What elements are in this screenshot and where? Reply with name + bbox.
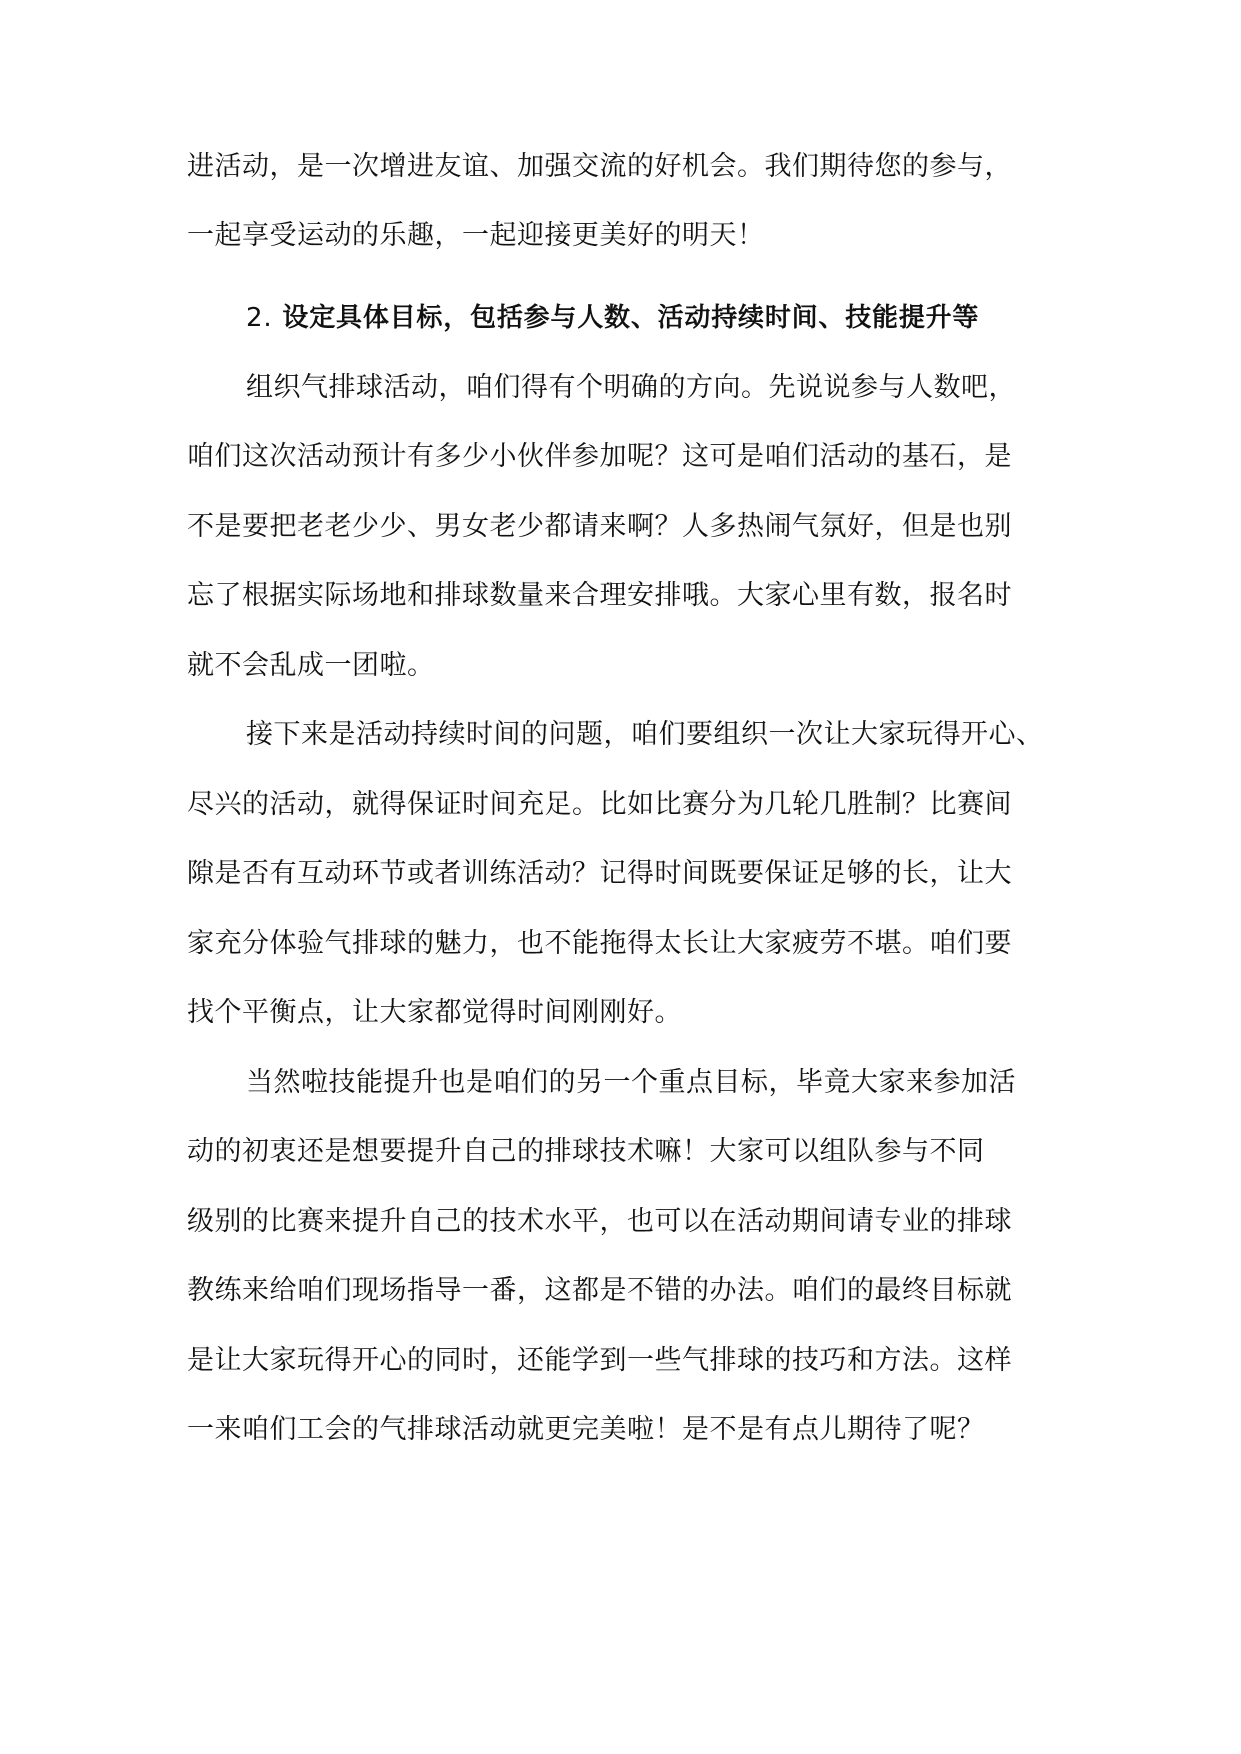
paragraph-2-line-3: 隙是否有互动环节或者训练活动？记得时间既要保证足够的长，让大 [187, 858, 1012, 889]
intro-line-1: 进活动，是一次增进友谊、加强交流的好机会。我们期待您的参与， [187, 151, 1012, 182]
paragraph-1-line-5: 就不会乱成一团啦。 [187, 650, 435, 681]
paragraph-1-line-4: 忘了根据实际场地和排球数量来合理安排哦。大家心里有数，报名时 [187, 580, 1012, 611]
paragraph-3-line-1: 当然啦技能提升也是咱们的另一个重点目标，毕竟大家来参加活 [246, 1067, 1016, 1098]
paragraph-3-line-5: 是让大家玩得开心的同时，还能学到一些气排球的技巧和方法。这样 [187, 1345, 1012, 1376]
paragraph-1-line-2: 咱们这次活动预计有多少小伙伴参加呢？这可是咱们活动的基石，是 [187, 441, 1012, 472]
paragraph-3-line-2: 动的初衷还是想要提升自己的排球技术嘛！大家可以组队参与不同 [187, 1136, 985, 1167]
section-heading [246, 298, 1126, 338]
paragraph-2-line-4: 家充分体验气排球的魅力，也不能拖得太长让大家疲劳不堪。咱们要 [187, 928, 1012, 959]
paragraph-2-line-2: 尽兴的活动，就得保证时间充足。比如比赛分为几轮几胜制？比赛间 [187, 789, 1012, 820]
paragraph-3-line-4: 教练来给咱们现场指导一番，这都是不错的办法。咱们的最终目标就 [187, 1275, 1012, 1306]
section-number: 2. [246, 303, 273, 333]
paragraph-2-line-1: 接下来是活动持续时间的问题，咱们要组织一次让大家玩得开心、 [246, 719, 1044, 750]
paragraph-1-line-3: 不是要把老老少少、男女老少都请来啊？人多热闹气氛好，但是也别 [187, 511, 1012, 542]
paragraph-3-line-6: 一来咱们工会的气排球活动就更完美啦！是不是有点儿期待了呢？ [187, 1414, 985, 1445]
intro-line-2: 一起享受运动的乐趣，一起迎接更美好的明天！ [187, 220, 765, 251]
paragraph-3-line-3: 级别的比赛来提升自己的技术水平，也可以在活动期间请专业的排球 [187, 1206, 1012, 1237]
paragraph-1-line-1: 组织气排球活动，咱们得有个明确的方向。先说说参与人数吧， [246, 372, 1016, 403]
section-title: 设定具体目标，包括参与人数、活动持续时间、技能提升等 [282, 303, 980, 333]
paragraph-2-line-5: 找个平衡点，让大家都觉得时间刚刚好。 [187, 997, 682, 1028]
